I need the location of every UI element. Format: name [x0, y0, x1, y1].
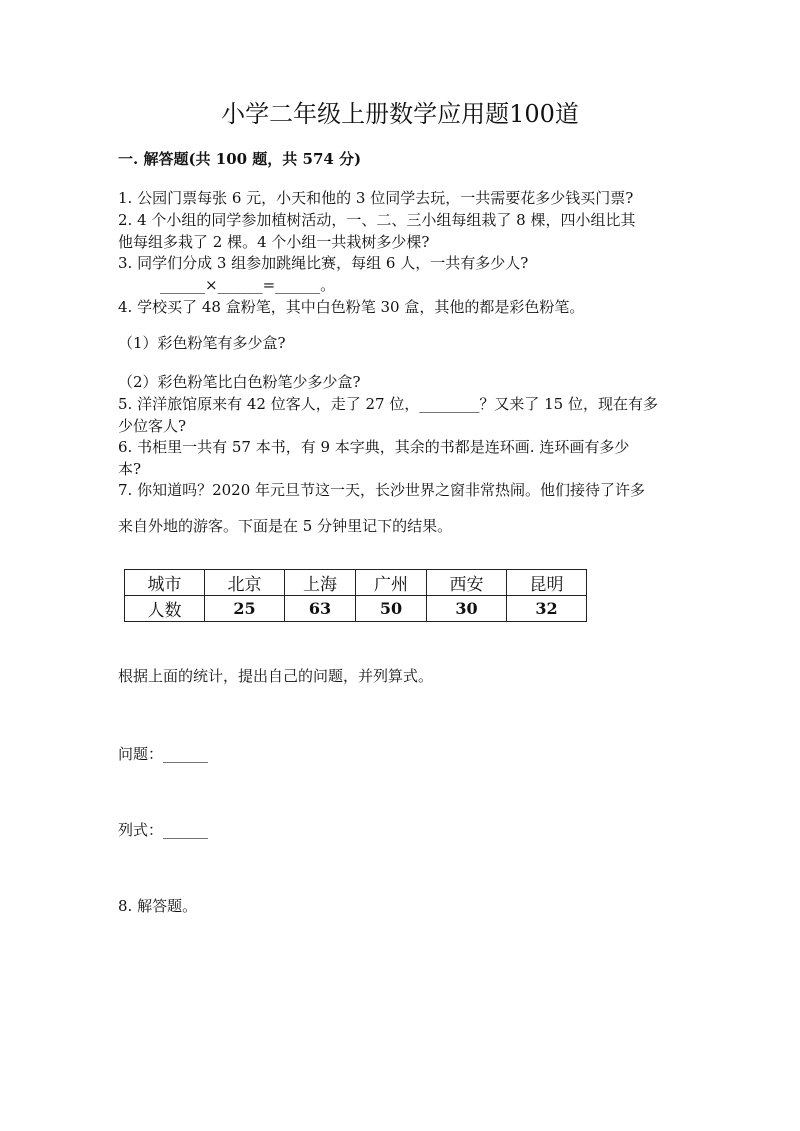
- question-7-problem: 问题：______: [118, 745, 209, 763]
- table-cell: 昆明: [507, 570, 587, 596]
- question-4-part-2: （2）彩色粉笔比白色粉笔少多少盒?: [118, 373, 361, 391]
- section-heading: 一. 解答题(共 100 题，共 574 分): [118, 150, 362, 168]
- question-6-line-1: 6. 书柜里一共有 57 本书，有 9 本字典，其余的书都是连环画. 连环画有多少: [118, 438, 630, 456]
- table-cell: 50: [356, 596, 427, 622]
- question-7-line-1: 7. 你知道吗？2020 年元旦节这一天，长沙世界之窗非常热闹。他们接待了许多: [118, 481, 646, 499]
- question-5-line-1: 5. 洋洋旅馆原来有 42 位客人，走了 27 位，________？又来了 15 位，现在有多: [118, 395, 658, 413]
- question-3-blanks: ______×______=______。: [160, 276, 336, 294]
- table-cell: 上海: [285, 570, 356, 596]
- page-title: 小学二年级上册数学应用题100道: [221, 100, 579, 128]
- table-cell: 人数: [125, 596, 205, 622]
- question-1: 1. 公园门票每张 6 元，小天和他的 3 位同学去玩，一共需要花多少钱买门票?: [118, 189, 634, 207]
- table-cell: 北京: [205, 570, 285, 596]
- question-7-line-2: 来自外地的游客。下面是在 5 分钟里记下的结果。: [118, 517, 453, 535]
- table-row: [125, 596, 587, 622]
- table-cell: 32: [507, 596, 587, 622]
- question-7-instruction: 根据上面的统计，提出自己的问题，并列算式。: [118, 667, 434, 685]
- question-4: 4. 学校买了 48 盒粉笔，其中白色粉笔 30 盒，其他的都是彩色粉笔。: [118, 298, 585, 316]
- question-8: 8. 解答题。: [118, 897, 198, 915]
- table-cell: 30: [427, 596, 507, 622]
- table-cell: 西安: [427, 570, 507, 596]
- table-cell: 广州: [356, 570, 427, 596]
- table-cell: 25: [205, 596, 285, 622]
- question-6-line-2: 本?: [118, 460, 142, 478]
- table-cell: 63: [285, 596, 356, 622]
- question-7-formula: 列式：______: [118, 821, 209, 839]
- question-5-line-2: 少位客人?: [118, 417, 187, 435]
- question-2-line-1: 2. 4 个小组的同学参加植树活动，一、二、三小组每组栽了 8 棵，四小组比其: [118, 211, 636, 229]
- table-header-row: [125, 570, 587, 596]
- question-4-part-1: （1）彩色粉笔有多少盒?: [118, 334, 286, 352]
- visitor-table: [124, 569, 587, 622]
- question-3: 3. 同学们分成 3 组参加跳绳比赛，每组 6 人，一共有多少人?: [118, 254, 529, 272]
- table-cell: 城市: [125, 570, 205, 596]
- question-2-line-2: 他每组多栽了 2 棵。4 个小组一共栽树多少棵?: [118, 233, 430, 251]
